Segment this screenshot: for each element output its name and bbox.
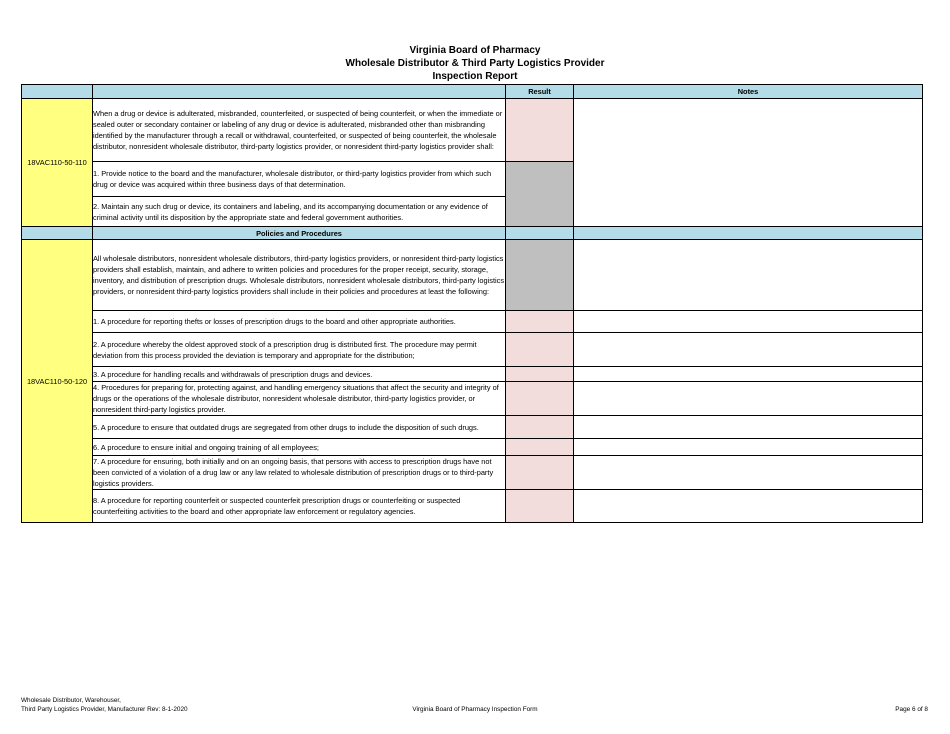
form-subtitle: Wholesale Distributor & Third Party Logistics Provider [345,58,605,69]
board-title: Virginia Board of Pharmacy [409,45,541,56]
result-cell[interactable] [506,99,574,162]
table-row [22,382,923,416]
footer-form-name: Virginia Board of Pharmacy Inspection Form [412,706,538,713]
requirement-text: 3. A procedure for handling recalls and withdrawals of prescription drugs and devices. [93,367,506,382]
result-column-header: Result [506,85,574,99]
notes-cell[interactable] [574,99,923,227]
column-header-row [22,85,923,99]
section-notes-cell [574,227,923,240]
table-row [22,240,923,311]
notes-cell[interactable] [574,439,923,456]
footer-line: Wholesale Distributor, Warehouser, [21,697,121,704]
requirement-text: 6. A procedure to ensure initial and ongoing training of all employees; [93,439,506,456]
requirement-text: 2. A procedure whereby the oldest approved stock of a prescription drug is distributed first. The procedure may permit deviation from this process provided the deviation is temporary and appropriate for the distribution; [93,333,506,367]
requirement-text: 7. A procedure for ensuring, both initially and on an ongoing basis, that persons with access to prescription drugs have not been convicted of a violation of a drug law or any law related to wholesale distribution of prescription drugs or to third-party logistics providers. [93,456,506,490]
section-result-cell [506,227,574,240]
result-cell-disabled [506,162,574,227]
requirement-text: 5. A procedure to ensure that outdated drugs are segregated from other drugs to include the disposition of such drugs. [93,416,506,439]
table-row [22,416,923,439]
regulation-code: 18VAC110-50-120 [22,240,93,523]
requirement-text: All wholesale distributors, nonresident wholesale distributors, third-party logistics providers, or nonresident third-party logistics providers shall establish, maintain, and adhere to written policies and procedures for the proper receipt, security, storage, inventory, and distribution of prescription drugs. Wholesale distributors, nonresident wholesale distributors, third-party logistics providers, or nonresident third-party logistics providers shall include in their policies and procedures at least the following: [93,240,506,311]
result-cell[interactable] [506,367,574,382]
requirement-text: 2. Maintain any such drug or device, its containers and labeling, and its accompanying documentation or any evidence of criminal activity until its disposition by the appropriate state and federal government authorities. [93,197,506,227]
notes-cell[interactable] [574,333,923,367]
requirement-text: When a drug or device is adulterated, misbranded, counterfeited, or suspected of being counterfeit, or when the immediate or sealed outer or secondary container or labeling of any drug or device is adulterated, misbranded other than misbranding identified by the manufacturer through a recall or withdrawal, counterfeited, or suspected of being counterfeit, the wholesale distributor, nonresident wholesale distributor, third-party logistics provider, or nonresident third-party logistics provider shall: [93,99,506,162]
notes-cell[interactable] [574,367,923,382]
result-cell[interactable] [506,416,574,439]
requirement-text: 1. Provide notice to the board and the manufacturer, wholesale distributor, or third-party logistics provider from which such drug or device was acquired within three business days of that determination. [93,162,506,197]
notes-cell[interactable] [574,311,923,333]
table-row [22,439,923,456]
page-number: Page 6 of 8 [895,706,928,713]
table-row [22,490,923,523]
regulation-code: 18VAC110-50-110 [22,99,93,227]
requirement-text: 1. A procedure for reporting thefts or losses of prescription drugs to the board and other appropriate authorities. [93,311,506,333]
section-title: Policies and Procedures [93,227,506,240]
notes-cell[interactable] [574,240,923,311]
notes-cell[interactable] [574,490,923,523]
table-row [22,456,923,490]
requirement-text: 4. Procedures for preparing for, protecting against, and handling emergency situations that affect the security and integrity of drugs or the operations of the wholesale distributor, nonresident wholesale distributor, third-party logistics provider, or nonresident third-party logistics provider. [93,382,506,416]
requirement-text: 8. A procedure for reporting counterfeit or suspected counterfeit prescription drugs or counterfeiting or suspected counterfeiting activities to the board and other appropriate law enforcement or regulatory agencies. [93,490,506,523]
result-cell[interactable] [506,456,574,490]
result-cell[interactable] [506,439,574,456]
result-cell-disabled [506,240,574,311]
section-header-row [22,227,923,240]
table-row [22,367,923,382]
result-cell[interactable] [506,311,574,333]
result-cell[interactable] [506,490,574,523]
section-code-cell [22,227,93,240]
header-code-cell [22,85,93,99]
table-row [22,99,923,162]
notes-column-header: Notes [574,85,923,99]
result-cell[interactable] [506,382,574,416]
notes-cell[interactable] [574,382,923,416]
table-row [22,333,923,367]
result-cell[interactable] [506,333,574,367]
inspection-table [21,84,923,523]
report-title: Inspection Report [432,71,518,82]
report-header [0,44,950,83]
table-row [22,311,923,333]
notes-cell[interactable] [574,456,923,490]
notes-cell[interactable] [574,416,923,439]
footer-line: Third Party Logistics Provider, Manufacturer Rev: 8-1-2020 [21,706,188,713]
header-text-cell [93,85,506,99]
